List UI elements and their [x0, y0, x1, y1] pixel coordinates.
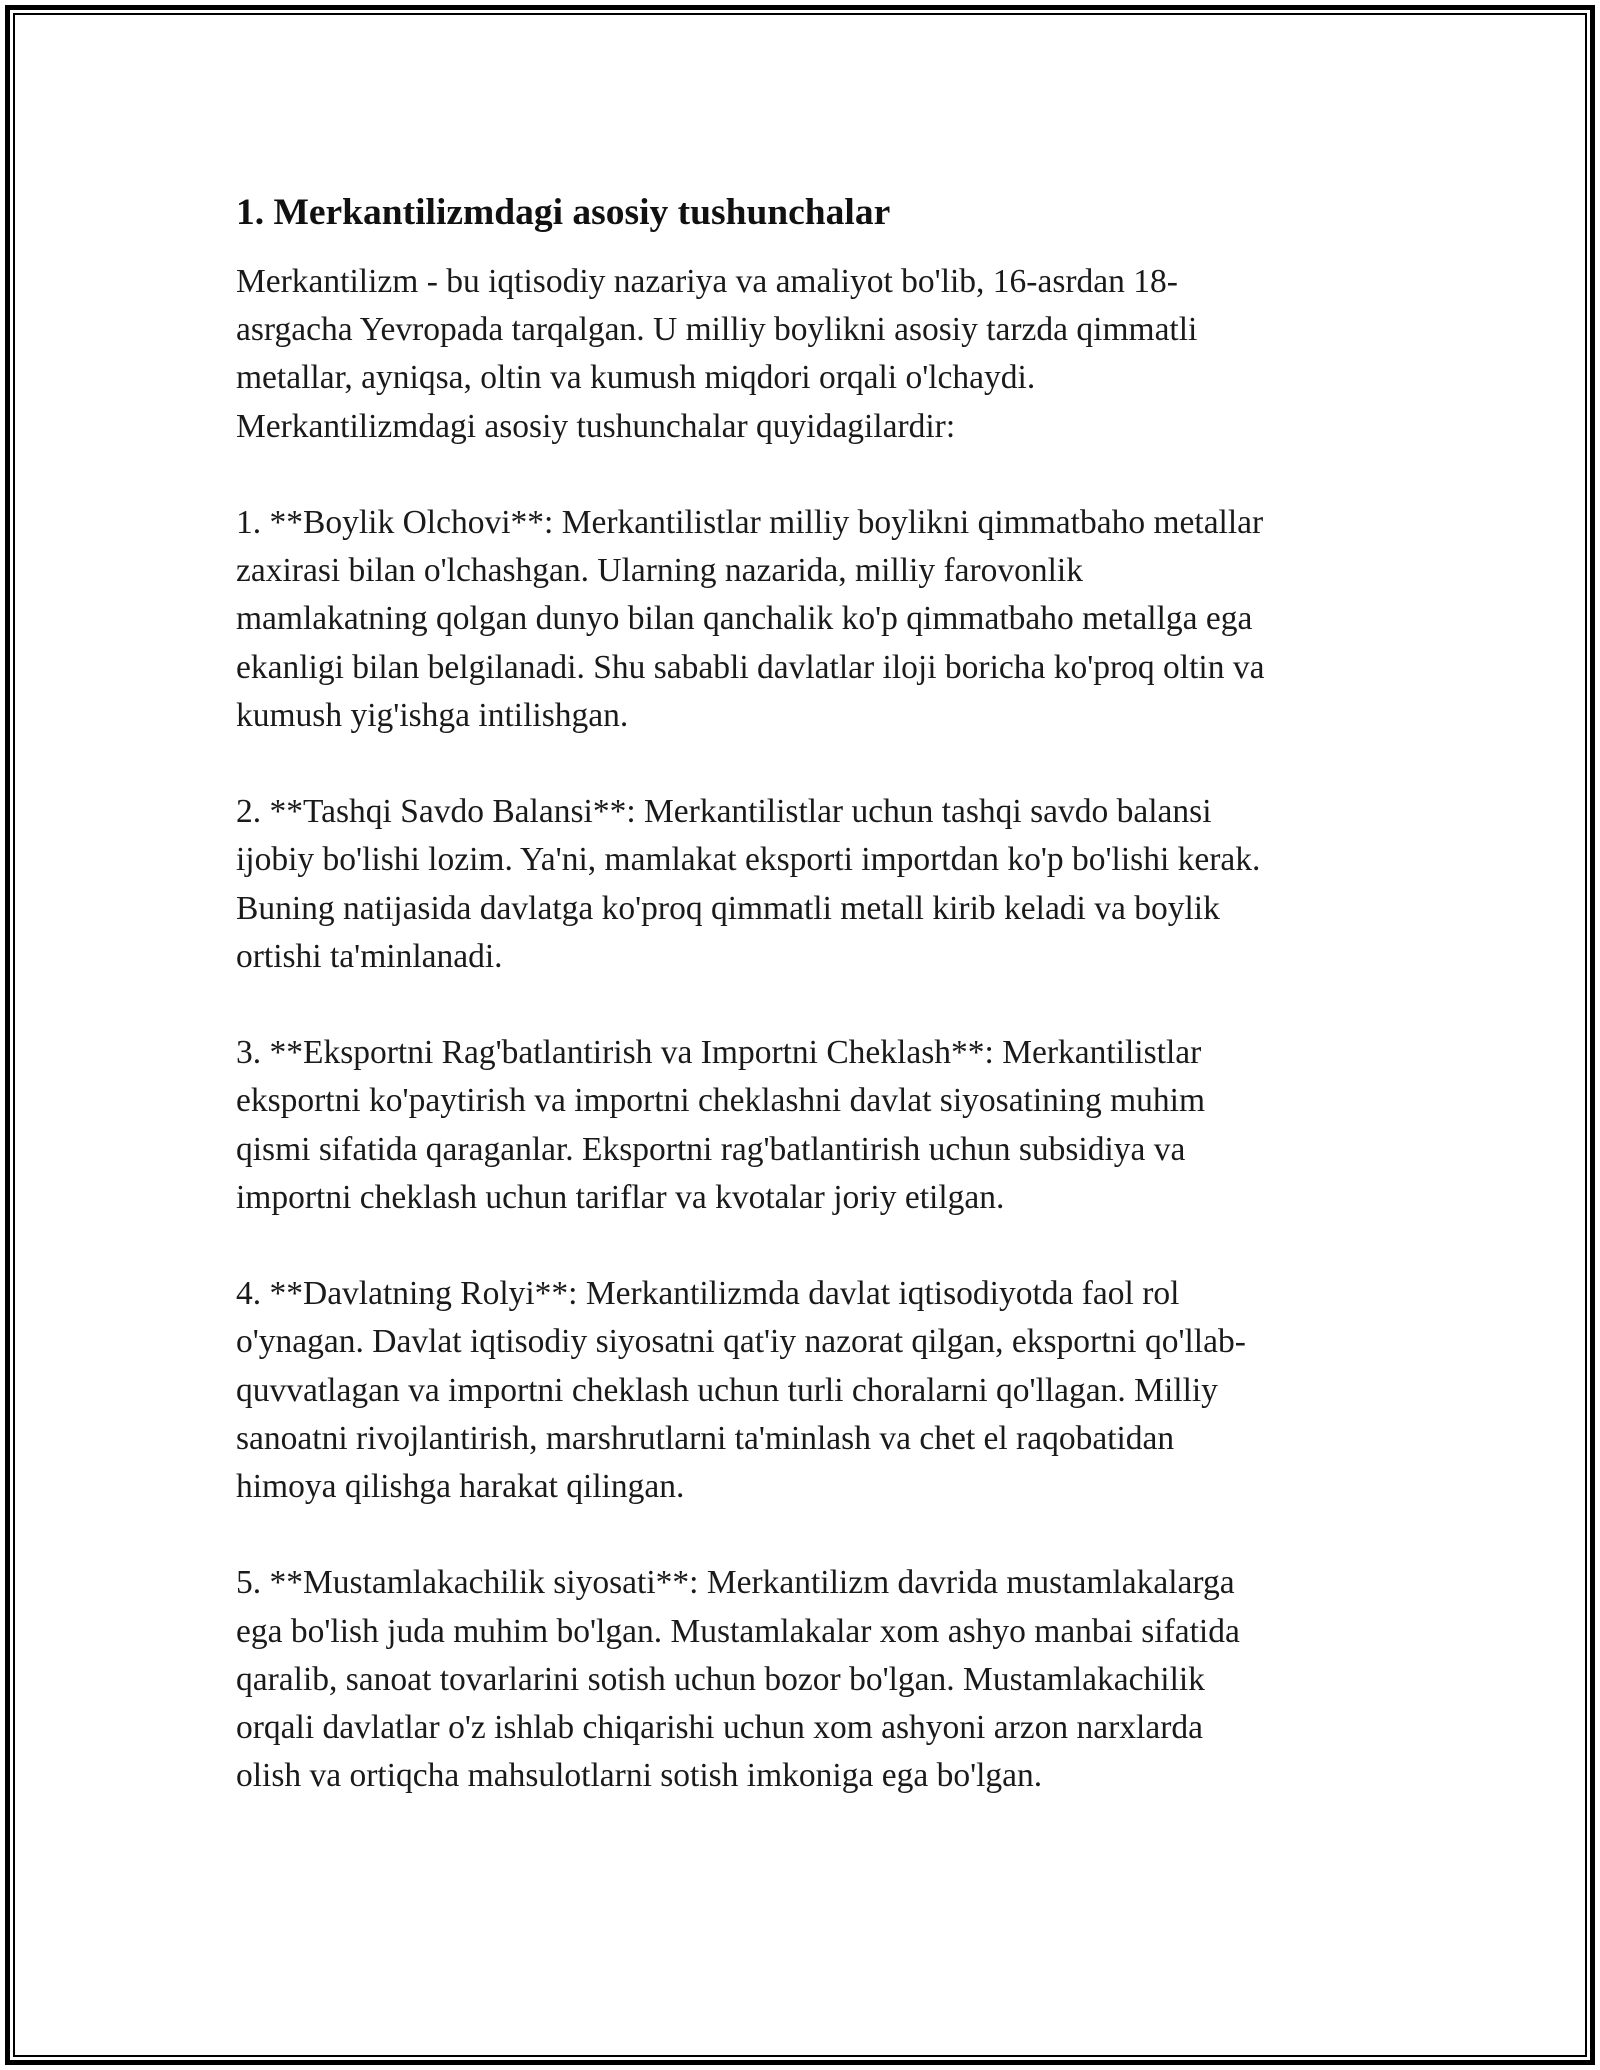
point-4-paragraph: 4. **Davlatning Rolyi**: Merkantilizmda davlat iqtisodiyotda faol rol o'ynagan. Davlat iqtisodiy siyosatni qat'iy nazorat qilgan, eksportni qo'llab- quvvatlagan va importni cheklash uchun turli choralarni qo'llagan. Milliy sanoatni rivojlantirish, marshrutlarni ta'minlash va chet el raqobatidan himoya qilishga harakat qilingan. — [236, 1275, 1246, 1506]
point-1-paragraph: 1. **Boylik Olchovi**: Merkantilistlar milliy boylikni qimmatbaho metallar zaxirasi bilan o'lchashgan. Ularning nazarida, milliy farovonlik mamlakatning qolgan dunyo bilan qanchalik ko'p qimmatbaho metallga ega ekanligi bilan belgilanadi. Shu sababli davlatlar iloji boricha ko'proq oltin va kumush yig'ishga intilishgan. — [236, 504, 1265, 734]
point-5-paragraph: 5. **Mustamlakachilik siyosati**: Merkantilizm davrida mustamlakalarga ega bo'lish juda muhim bo'lgan. Mustamlakalar xom ashyo manbai sifatida qaralib, sanoat tovarlarini sotish uchun bozor bo'lgan. Mustamlakachilik orqali davlatlar o'z ishlab chiqarishi uchun xom ashyoni arzon narxlarda olish va ortiqcha mahsulotlarni sotish imkoniga ega bo'lgan. — [236, 1564, 1240, 1795]
intro-paragraph: Merkantilizm - bu iqtisodiy nazariya va amaliyot bo'lib, 16-asrdan 18- asrgacha Yevropada tarqalgan. U milliy boylikni asosiy tarzda qimmatli metallar, ayniqsa, oltin va kumush miqdori orqali o'lchaydi. Merkantilizmdagi asosiy tushunchalar quyidagilardir: — [236, 263, 1198, 445]
point-3-paragraph: 3. **Eksportni Rag'batlantirish va Importni Cheklash**: Merkantilistlar eksportni ko'paytirish va importni cheklashni davlat siyosatining muhim qismi sifatida qaraganlar. Eksportni rag'batlantirish uchun subsidiya va importni cheklash uchun tariflar va kvotalar joriy etilgan. — [236, 1034, 1206, 1216]
document-title: 1. Merkantilizmdagi asosiy tushunchalar — [236, 192, 891, 233]
document-body — [236, 183, 1376, 1849]
point-2-paragraph: 2. **Tashqi Savdo Balansi**: Merkantilistlar uchun tashqi savdo balansi ijobiy bo'lishi lozim. Ya'ni, mamlakat eksporti importdan ko'p bo'lishi kerak. Buning natijasida davlatga ko'proq qimmatli metall kirib keladi va boylik ortishi ta'minlanadi. — [236, 793, 1261, 975]
